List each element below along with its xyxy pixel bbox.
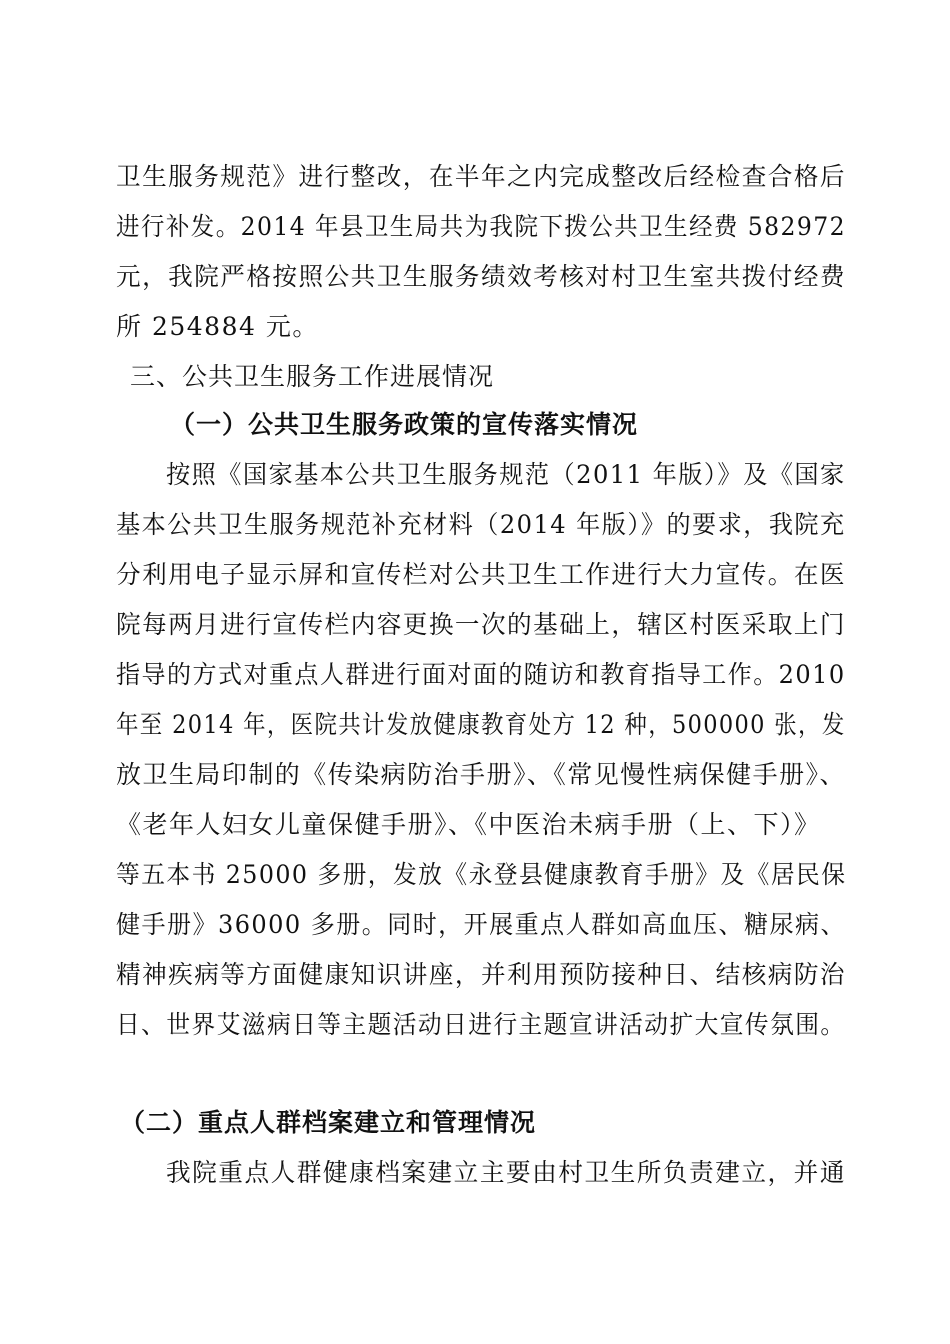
- para2-line-2: 基本公共卫生服务规范补充材料（2014 年版）》的要求，我院充: [116, 510, 846, 539]
- para1-line-3: 元，我院严格按照公共卫生服务绩效考核对村卫生室共拨付经费: [116, 262, 846, 291]
- para2-line-9: 等五本书 25000 多册，发放《永登县健康教育手册》及《居民保: [116, 860, 847, 889]
- para2-line-11: 精神疾病等方面健康知识讲座，并利用预防接种日、结核病防治: [116, 960, 846, 989]
- para3-line-1: 我院重点人群健康档案建立主要由村卫生所负责建立，并通: [166, 1158, 846, 1187]
- para2-line-3: 分利用电子显示屏和宣传栏对公共卫生工作进行大力宣传。在医: [116, 560, 846, 589]
- para2-line-8: 《老年人妇女儿童保健手册》、《中医治未病手册（上、下）》: [116, 810, 821, 839]
- para2-line-7: 放卫生局印制的《传染病防治手册》、《常见慢性病保健手册》、: [116, 760, 846, 789]
- para2-line-10: 健手册》36000 多册。同时，开展重点人群如高血压、糖尿病、: [116, 910, 846, 939]
- para1-line-1: 卫生服务规范》进行整改，在半年之内完成整改后经检查合格后: [116, 162, 846, 191]
- subheading-3-1: （一）公共卫生服务政策的宣传落实情况: [170, 410, 639, 439]
- para1-line-4: 所 254884 元。: [116, 312, 319, 341]
- para2-line-12: 日、世界艾滋病日等主题活动日进行主题宣讲活动扩大宣传氛围。: [116, 1010, 846, 1039]
- subheading-3-2: （二）重点人群档案建立和管理情况: [120, 1108, 537, 1137]
- section-heading-3: 三、公共卫生服务工作进展情况: [130, 362, 495, 391]
- para2-line-4: 院每两月进行宣传栏内容更换一次的基础上，辖区村医采取上门: [116, 610, 846, 639]
- para2-line-5: 指导的方式对重点人群进行面对面的随访和教育指导工作。2010: [116, 660, 846, 689]
- para2-line-1: 按照《国家基本公共卫生服务规范（2011 年版）》及《国家: [166, 460, 846, 489]
- para1-line-2: 进行补发。2014 年县卫生局共为我院下拨公共卫生经费 582972: [116, 212, 846, 241]
- para2-line-6: 年至 2014 年，医院共计发放健康教育处方 12 种，500000 张，发: [116, 710, 846, 739]
